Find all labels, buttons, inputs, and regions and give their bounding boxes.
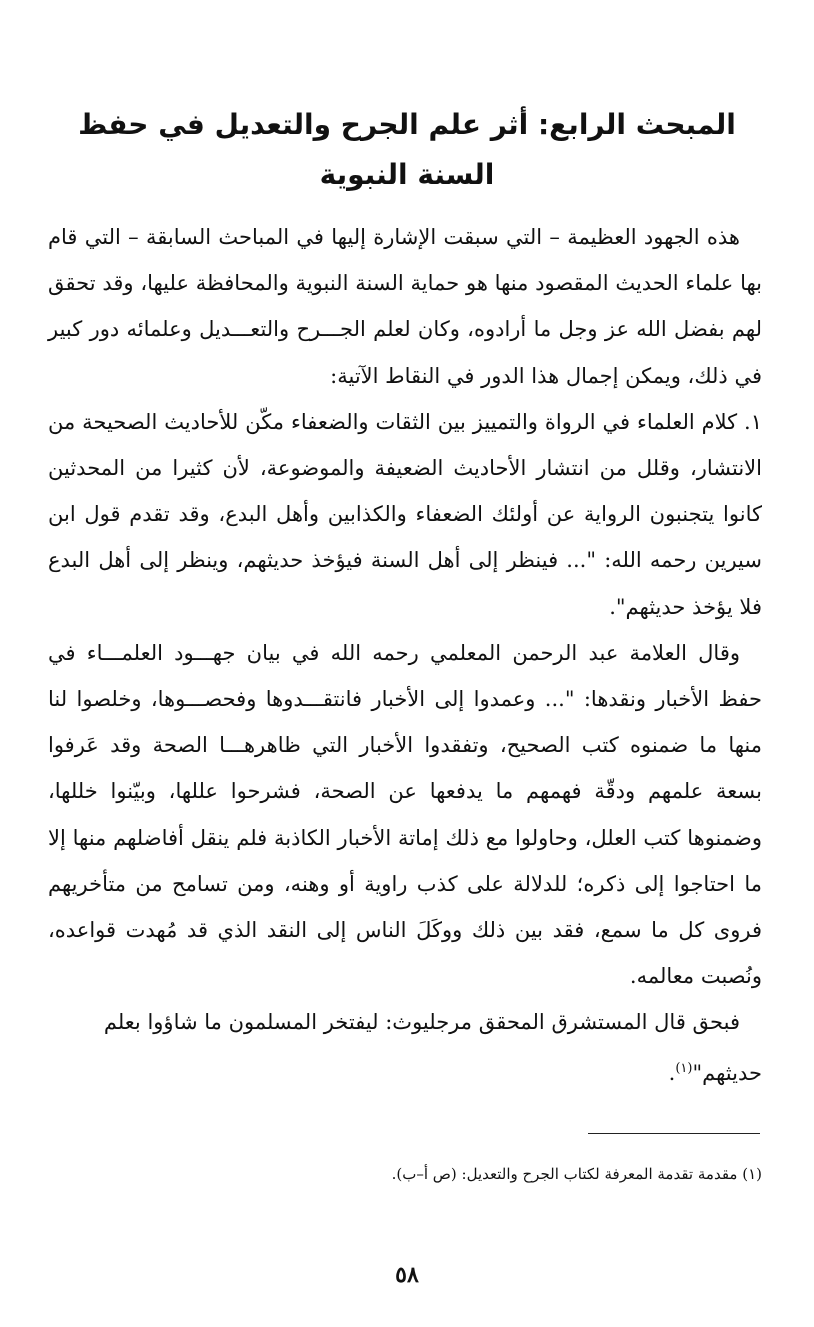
- body-text: [48, 214, 762, 1096]
- paragraph-point-1: ١. كلام العلماء في الرواة والتمييز بين الثقات والضعفاء مكّن للأحاديث الصحيحة من الانتشار، وقلل من انتشار الأحاديث الضعيفة والموضوعة، لأن كثيرا من المحدثين كانوا يتجنبون الرواية عن أولئك الضعفاء والكذابين وأهل البدع، وقد تقدم قول ابن سيرين رحمه الله: "... فينظر إلى أهل السنة فيؤخذ حديثهم، وينظر إلى أهل البدع فلا يؤخذ حديثهم".: [48, 409, 762, 619]
- paragraph-margoliouth-text: فبحق قال المستشرق المحقق مرجليوث: ليفتخر المسلمون ما شاؤوا بعلم حديثهم": [103, 1010, 762, 1085]
- section-title: المبحث الرابع: أثر علم الجرح والتعديل في حفظ السنة النبوية: [78, 108, 736, 191]
- paragraph-muallimi-quote: وقال العلامة عبد الرحمن المعلمي رحمه الله في بيان جهـــود العلمـــاء في حفظ الأخبار ونقدها: "... وعمدوا إلى الأخبار فانتقـــدوها وفحصـــوها، وخلصوا لنا منها ما ضمنوه كتب الصحيح، وتفقدوا الأخبار التي ظاهرهـــا الصحة وقد عَرفوا بسعة علمهم ودقّة فهمهم ما يدفعها عن الصحة، فشرحوا عللها، وبيّنوا خللها، وضمنوها كتب العلل، وحاولوا مع ذلك إماتة الأخبار الكاذبة فلم ينقل أفاضلهم منها إلا ما احتاجوا إلى ذكره؛ للدلالة على كذب راوية أو وهنه، ومن تسامح من متأخريهم فروى كل ما سمع، فقد بين ذلك ووكَلَ الناس إلى النقد الذي قد مُهدت قواعده، ونُصبت معالمه.: [48, 640, 762, 989]
- paragraph-intro: هذه الجهود العظيمة – التي سبقت الإشارة إليها في المباحث السابقة – التي قام بها علماء الحديث المقصود منها هو حماية السنة النبوية والمحافظة عليها، وقد تحقق لهم بفضل الله عز وجل ما أرادوه، وكان لعلم الجـــرح والتعـــديل وعلمائه دور كبير في ذلك، ويمكن إجمال هذا الدور في النقاط الآتية:: [48, 225, 762, 388]
- page-number: ٥٨: [395, 1262, 419, 1288]
- footnote-divider: [588, 1133, 760, 1134]
- footnote: (١) مقدمة تقدمة المعرفة لكتاب الجرح والتعديل: (ص أ–ب).: [391, 1165, 762, 1183]
- paragraph-margoliouth: فبحق قال المستشرق المحقق مرجليوث: ليفتخر المسلمون ما شاؤوا بعلم حديثهم"$^{(١)}$.: [103, 1010, 762, 1085]
- footnote-ref: (١): [675, 1060, 693, 1076]
